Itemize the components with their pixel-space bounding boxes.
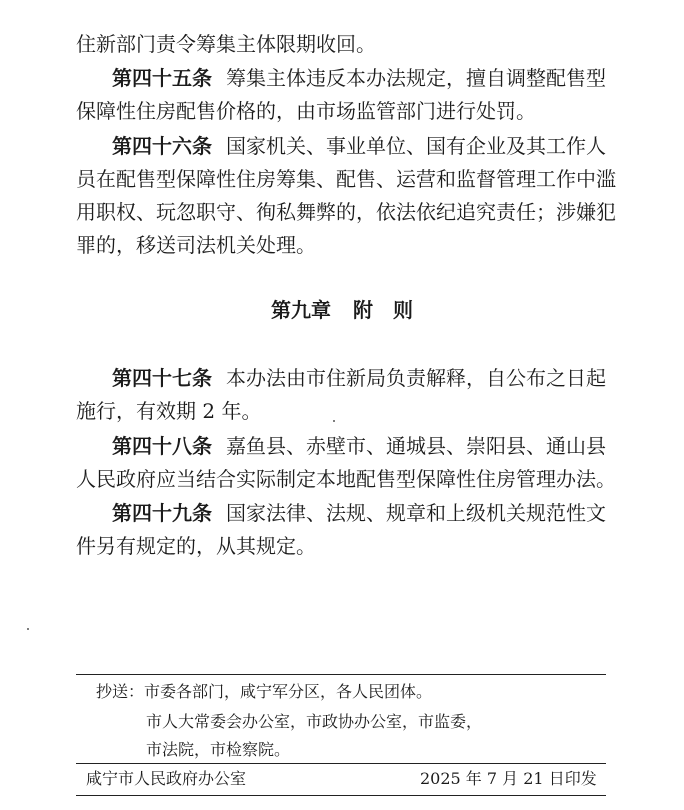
article-46-line-1 (112, 134, 604, 162)
article-47-line-1 (112, 366, 604, 394)
issuer: 咸宁市人民政府办公室 (86, 769, 247, 788)
article-48-line-1 (112, 434, 604, 462)
article-49-title: 第四十九条 (112, 501, 212, 525)
article-49-line-1 (112, 501, 604, 529)
article-46-line-3: 用职权、玩忽职守、徇私舞弊的，依法依纪追究责任；涉嫌犯 (76, 200, 616, 224)
article-47-title: 第四十七条 (112, 366, 212, 390)
article-48-title: 第四十八条 (112, 434, 212, 458)
article-46-line-2: 员在配售型保障性住房筹集、配售、运营和监督管理工作中滥 (76, 167, 616, 191)
issue-date: 2025 年 7 月 21 日印发 (420, 769, 597, 788)
cc-recipients-3: 市法院，市检察院。 (146, 740, 291, 759)
article-46-text: 国家机关、事业单位、国有企业及其工作人 (226, 134, 606, 158)
article-45-title: 第四十五条 (112, 66, 212, 90)
cc-recipients-2: 市人大常委会办公室，市政协办公室，市监委， (146, 712, 483, 731)
paragraph-line: 住新部门责令筹集主体限期收回。 (76, 32, 376, 56)
cc-label: 抄送： (96, 682, 145, 701)
cc-recipients-1: 市委各部门，咸宁军分区，各人民团体。 (144, 682, 433, 701)
article-45-line-2: 保障性住房配售价格的，由市场监管部门进行处罚。 (76, 99, 536, 123)
chapter-number: 第九章 (271, 298, 331, 322)
article-48-line-2: 人民政府应当结合实际制定本地配售型保障性住房管理办法。 (76, 467, 616, 491)
cc-line-1 (96, 682, 432, 702)
chapter-heading (0, 298, 684, 322)
article-45-line-1 (112, 66, 604, 94)
footer-middle-rule (76, 763, 606, 764)
scan-speck (333, 420, 335, 422)
footer-top-rule (76, 674, 606, 675)
article-45-text: 筹集主体违反本办法规定，擅自调整配售型 (226, 66, 606, 90)
article-46-line-4: 罪的，移送司法机关处理。 (76, 233, 316, 257)
article-49-line-2: 件另有规定的，从其规定。 (76, 534, 316, 558)
chapter-title: 附 则 (353, 298, 413, 322)
article-46-title: 第四十六条 (112, 134, 212, 158)
article-47-line-2: 施行，有效期 2 年。 (76, 399, 262, 423)
article-48-text: 嘉鱼县、赤壁市、通城县、崇阳县、通山县 (226, 434, 606, 458)
scan-speck (27, 628, 29, 630)
article-47-text: 本办法由市住新局负责解释，自公布之日起 (226, 366, 606, 390)
article-49-text: 国家法律、法规、规章和上级机关规范性文 (226, 501, 606, 525)
footer-bottom-rule (76, 795, 606, 796)
